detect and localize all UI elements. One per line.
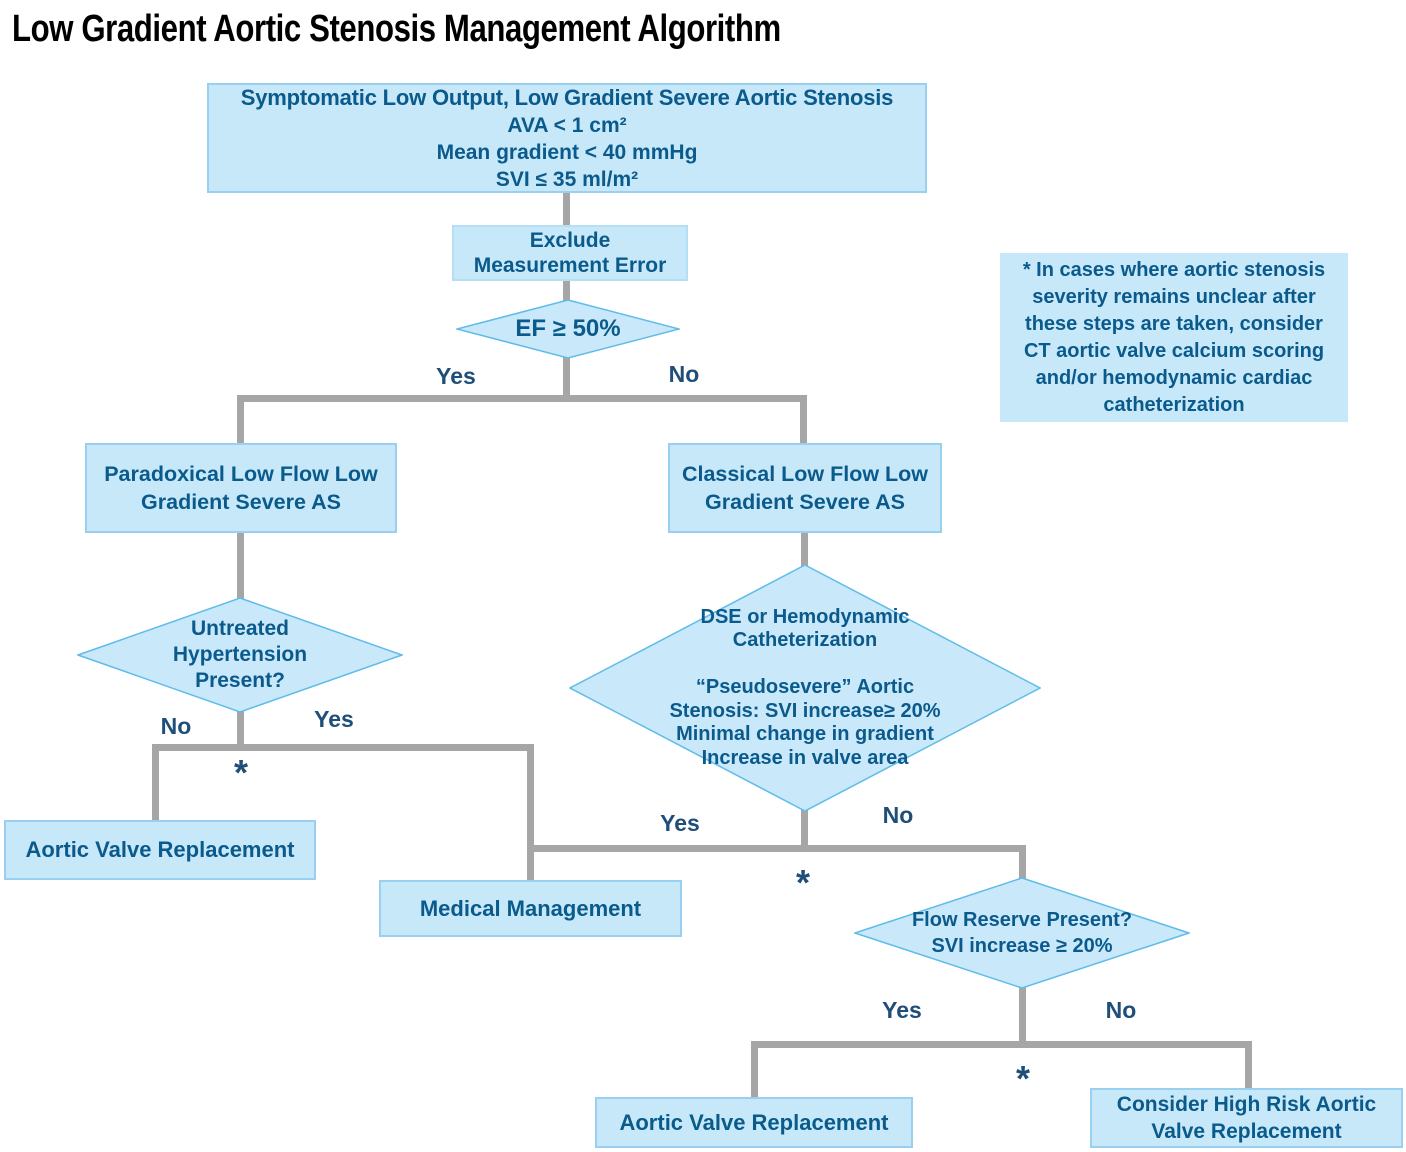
connector-no-consider [1245, 1041, 1252, 1091]
htn-line-1: Untreated [190, 617, 290, 640]
dse-line-5: Stenosis: SVI increase≥ 20% [669, 699, 941, 722]
node-avr-left [4, 820, 316, 880]
start-line-1: Symptomatic Low Output, Low Gradient Severe Aortic Stenosis [240, 84, 894, 110]
asterisk-3: * [1015, 1058, 1031, 1099]
decision-dse [569, 564, 1041, 812]
footnote [1000, 253, 1348, 422]
decision-hypertension [77, 597, 403, 713]
node-start [207, 83, 927, 193]
asterisk-2: * [795, 862, 811, 903]
footnote-line-6: catheterization [1103, 393, 1245, 416]
footnote-line-4: CT aortic valve calcium scoring [1023, 339, 1325, 362]
exclude-line-2: Measurement Error [473, 254, 667, 277]
dse-line-4: “Pseudosevere” Aortic [695, 676, 915, 699]
classical-line-2: Gradient Severe AS [705, 490, 905, 514]
decision-ef [456, 299, 680, 359]
label-ef-no: No [668, 361, 700, 387]
node-classical [668, 443, 942, 533]
dse-line-2: Catheterization [732, 629, 878, 652]
label-flow-yes: Yes [882, 997, 922, 1023]
dse-line-6: Minimal change in gradient [676, 723, 934, 746]
label-htn-yes: Yes [314, 706, 354, 732]
dse-line-3 [802, 653, 808, 677]
connector-dse-horizontal [530, 845, 1026, 852]
consider-line-2: Valve Replacement [1151, 1120, 1342, 1143]
footnote-line-1: * In cases where aortic stenosis [1022, 258, 1326, 281]
decision-flow-reserve [854, 877, 1190, 989]
footnote-line-5: and/or hemodynamic cardiac [1035, 366, 1313, 389]
connector-classical-dse [801, 533, 808, 566]
label-dse-no: No [882, 802, 914, 828]
connector-paradoxical-htn [237, 533, 244, 600]
consider-line-1: Consider High Risk Aortic [1116, 1093, 1377, 1116]
asterisk-1: * [233, 752, 249, 793]
ef-label: EF ≥ 50% [515, 315, 621, 342]
flow-reserve-line-2: SVI increase ≥ 20% [931, 935, 1113, 957]
connector-flow-branch [1019, 986, 1026, 1048]
avr-left-label: Aortic Valve Replacement [25, 837, 295, 862]
flow-reserve-line-1: Flow Reserve Present? [911, 909, 1133, 931]
connector-no-avr-left [152, 744, 159, 824]
node-paradoxical [85, 443, 397, 533]
label-htn-no: No [160, 713, 192, 739]
start-line-4: SVI ≤ 35 ml/m² [495, 167, 639, 191]
connector-ef-horizontal [237, 395, 807, 402]
connector-yes-paradoxical [237, 395, 244, 443]
label-dse-yes: Yes [660, 810, 700, 836]
connector-flow-horizontal [751, 1041, 1252, 1048]
page-title: Low Gradient Aortic Stenosis Management Algorithm [12, 8, 781, 50]
label-flow-no: No [1105, 997, 1137, 1023]
footnote-line-2: severity remains unclear after [1032, 285, 1316, 308]
start-line-2: AVA < 1 cm² [507, 113, 627, 137]
connector-yes-medical [527, 744, 534, 884]
connector-htn-horizontal [152, 744, 534, 751]
dse-line-1: DSE or Hemodynamic [700, 605, 910, 628]
classical-line-1: Classical Low Flow Low [681, 462, 929, 486]
label-ef-yes: Yes [436, 363, 476, 389]
medical-management-label: Medical Management [419, 895, 642, 921]
htn-line-3: Present? [195, 669, 285, 692]
avr-bottom-label: Aortic Valve Replacement [619, 1109, 889, 1135]
paradoxical-line-2: Gradient Severe AS [141, 490, 341, 514]
connector-no-classical [800, 395, 807, 443]
dse-line-7: Increase in valve area [701, 746, 909, 769]
paradoxical-line-1: Paradoxical Low Flow Low [104, 462, 378, 486]
htn-line-2: Hypertension [172, 643, 308, 666]
node-avr-bottom [595, 1097, 913, 1148]
connector-start-exclude [563, 192, 570, 227]
footnote-line-3: these steps are taken, consider [1025, 312, 1323, 335]
connector-no-flowreserve [1019, 845, 1026, 881]
exclude-line-1: Exclude [529, 229, 611, 252]
node-consider-high-risk-avr [1090, 1088, 1403, 1148]
node-medical-management [379, 880, 682, 937]
node-exclude-measurement-error [452, 225, 688, 281]
connector-yes-avr-bottom [751, 1041, 758, 1099]
start-line-3: Mean gradient < 40 mmHg [436, 140, 698, 164]
